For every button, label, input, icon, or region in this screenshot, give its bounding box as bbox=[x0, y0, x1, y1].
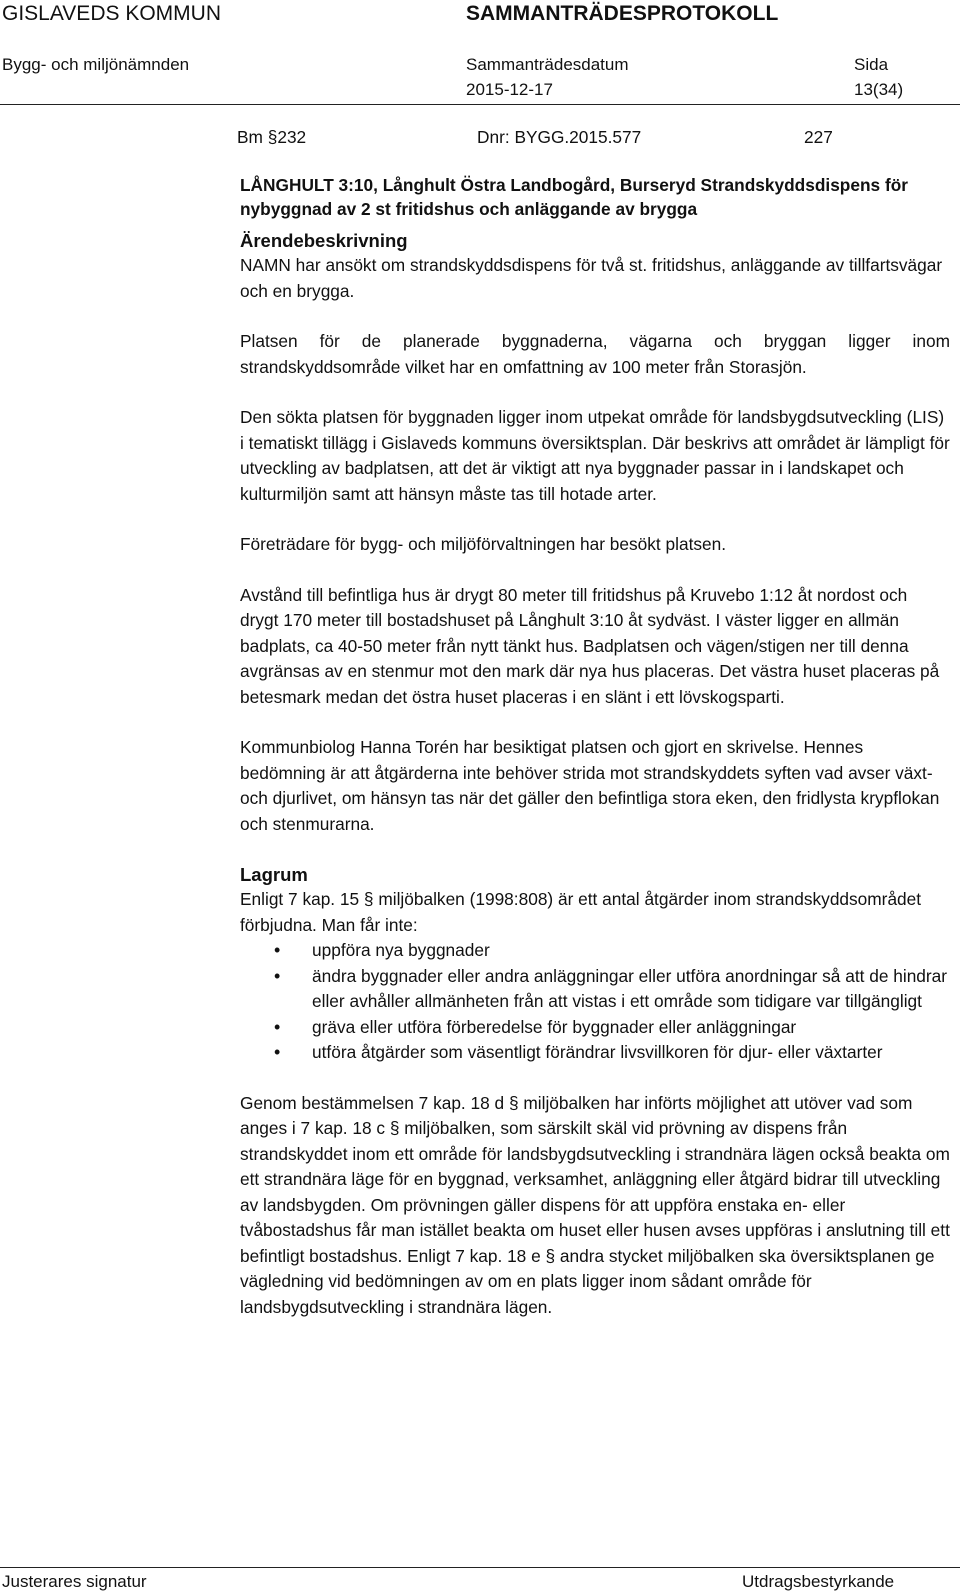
heading-lagrum: Lagrum bbox=[240, 864, 308, 885]
footer-divider bbox=[0, 1567, 960, 1568]
page-label: Sida bbox=[854, 55, 889, 74]
diary-number: Dnr: BYGG.2015.577 bbox=[477, 127, 642, 147]
paragraph: Avstånd till befintliga hus är drygt 80 meter till fritidshus på Kruvebo 1:12 åt nordost och drygt 170 meter till bostadshuset på Långhult 3:10 åt sydväst. I väster ligger en allmän badplats, ca 40-50 meter från nytt tänkt hus. Badplatsen och vägen/stigen ner till denna avgränsas av en stenmur mot den mark där nya hus placeras. Det västra huset placeras på betesmark medan det östra huset placeras i en slänt i ett lövskogsparti. bbox=[240, 584, 940, 707]
header-divider bbox=[0, 104, 960, 105]
extract-certification-label: Utdragsbestyrkande bbox=[742, 1572, 895, 1591]
meeting-date: 2015-12-17 bbox=[466, 80, 553, 99]
paragraph: Kommunbiolog Hanna Torén har besiktigat platsen och gjort en skrivelse. Hennes bedömning är att åtgärderna inte behöver strida mot strandskyddets syften vad avser växt- och djurlivet, om hänsyn tas när det gäller den befintliga stora eken, den fridlysta krypflokan och stenmurarna. bbox=[240, 737, 940, 834]
case-title: LÅNGHULT 3:10, Långhult Östra Landbogård, Burseryd Strandskyddsdispens för nybyggnad av 2 st fritidshus och anläggande av brygga bbox=[240, 175, 908, 219]
paragraph: Företrädare för bygg- och miljöförvaltningen har besökt platsen. bbox=[240, 534, 727, 554]
paragraph: Platsen för de planerade byggnaderna, vägarna och bryggan ligger inom strandskyddsområde vilket har en omfattning av 100 meter från Storasjön. bbox=[240, 331, 950, 377]
paragraph: Enligt 7 kap. 15 § miljöbalken (1998:808) är ett antal åtgärder inom strandskyddsområdet förbjudna. Man får inte: bbox=[240, 889, 922, 935]
case-reference bbox=[237, 125, 950, 155]
header-row-top bbox=[0, 2, 960, 32]
paragraph: Genom bestämmelsen 7 kap. 18 d § miljöbalken har införts möjlighet att utöver vad som anges i 7 kap. 18 c § miljöbalken, som särskilt skäl vid prövning av dispens från strandskyddet inom ett område för landsbygdsutveckling i strandnära lägen också beakta om ett strandnära läge för en byggnad, verksamhet, anläggning eller åtgärd bidrar till utveckling av landsbygden. Om prövningen gäller dispens för att uppföra enstaka en- eller tvåbostadshus får man istället beakta om huset eller husen avses uppföras i anslutning till ett befintligt bostadshus. Enligt 7 kap. 18 e § andra stycket miljöbalken ska översiktsplanen ge vägledning vid bedömningen av om en plats ligger inom sådant område för landsbygdsutveckling i strandnära lägen. bbox=[240, 1092, 950, 1317]
page-header bbox=[0, 0, 960, 104]
page-footer bbox=[0, 1572, 960, 1594]
committee-name: Bygg- och miljönämnden bbox=[2, 55, 190, 74]
paragraph: Den sökta platsen för byggnaden ligger inom utpekat område för landsbygdsutveckling (LIS) i tematiskt tillägg i Gislaveds kommuns översiktsplan. Där beskrivs att området är lämpligt för utveckling av badplatsen, att det är viktigt att nya byggnader passar in i landskapet och kulturmiljön samt att hänsyn måste tas till hotade arter. bbox=[240, 407, 950, 504]
paragraph: NAMN har ansökt om strandskyddsdispens för två st. fritidshus, anläggande av tillfartsvägar och en brygga. bbox=[240, 255, 943, 301]
meeting-date-label: Sammanträdesdatum bbox=[466, 55, 629, 74]
case-number: 227 bbox=[804, 127, 833, 147]
list-item: • utföra åtgärder som väsentligt förändrar livsvillkoren för djur- eller växtarter bbox=[240, 1040, 950, 1066]
heading-arendebeskrivning: Ärendebeskrivning bbox=[240, 230, 408, 251]
document-body bbox=[237, 125, 950, 1320]
document-type: SAMMANTRÄDESPROTOKOLL bbox=[466, 2, 779, 25]
page-number: 13(34) bbox=[854, 80, 904, 99]
adjuster-signature-label: Justerares signatur bbox=[2, 1572, 147, 1591]
org-name: GISLAVEDS KOMMUN bbox=[2, 2, 221, 25]
list-item: • gräva eller utföra förberedelse för byggnader eller anläggningar bbox=[240, 1015, 950, 1041]
list-item: • ändra byggnader eller andra anläggningar eller utföra anordningar så att de hindrar eller avhåller allmänheten från att vistas i ett område som tidigare var tillgängligt bbox=[240, 964, 950, 1015]
list-item: • uppföra nya byggnader bbox=[240, 938, 950, 964]
prohibited-actions-list bbox=[240, 938, 950, 1066]
paragraph-number: Bm §232 bbox=[237, 127, 307, 147]
